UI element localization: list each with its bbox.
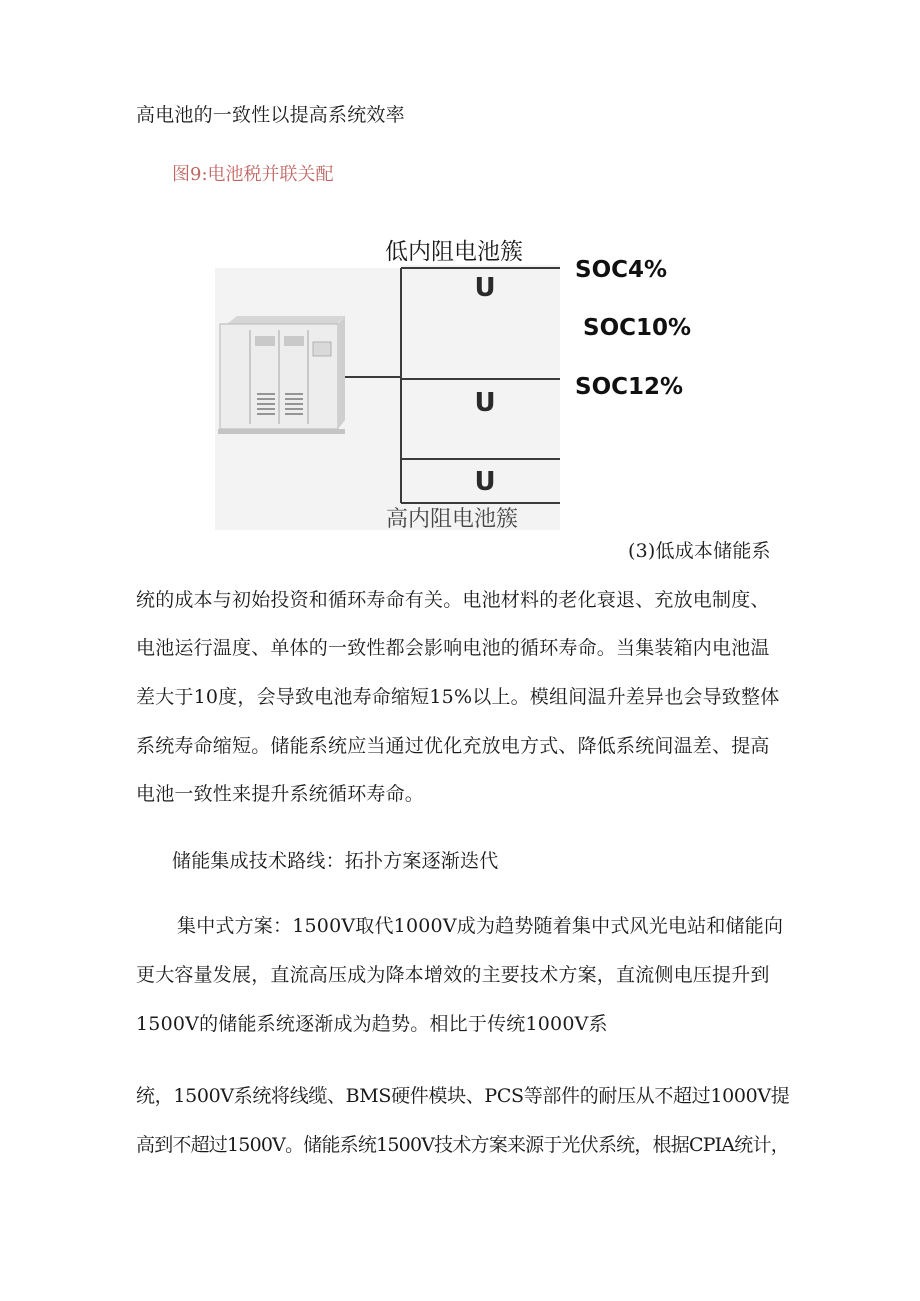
- text-line: 集中式方案：1500V取代1000V成为趋势随着集中式风光电站和储能向: [177, 915, 784, 937]
- figure-background-top: [215, 256, 400, 268]
- text-line: 电池运行温度、单体的一致性都会影响电池的循环寿命。当集装箱内电池温: [136, 637, 770, 659]
- text-line: (3)低成本储能系: [628, 540, 771, 562]
- text-line-top: 高电池的一致性以提高系统效率: [136, 104, 405, 126]
- u-symbol: U: [474, 467, 496, 497]
- text-line: 差大于10度，会导致电池寿命缩短15%以上。模组间温升差异也会导致整体: [136, 686, 780, 708]
- bottom-cluster-label: 高内阻电池簇: [386, 507, 519, 532]
- u-symbol: U: [474, 388, 496, 418]
- figure-caption: 图9:电池税并联关配: [172, 164, 334, 185]
- text-line: 电池一致性来提升系统循环寿命。: [136, 783, 425, 805]
- battery-cluster-diagram: [215, 232, 715, 532]
- top-cluster-label: 低内阻电池簇: [385, 239, 523, 265]
- text-line: 系统寿命缩短。储能系统应当通过优化充放电方式、降低系统间温差、提高: [136, 735, 770, 757]
- soc-label: SOC10%: [583, 315, 692, 341]
- text-line: 高到不超过1500V。储能系统1500V技术方案来源于光伏系统，根据CPIA统计，: [136, 1134, 789, 1156]
- text-line: 1500V的储能系统逐渐成为趋势。相比于传统1000V系: [136, 1013, 608, 1035]
- soc-label: SOC4%: [575, 257, 668, 283]
- container-cabinet-icon: [218, 316, 345, 434]
- soc-label: SOC12%: [575, 374, 684, 400]
- text-line: 更大容量发展，直流高压成为降本增效的主要技术方案，直流侧电压提升到: [136, 964, 770, 986]
- text-line: 统的成本与初始投资和循环寿命有关。电池材料的老化衰退、充放电制度、: [136, 589, 770, 611]
- section-heading: 储能集成技术路线：拓扑方案逐渐迭代: [172, 850, 499, 872]
- text-line: 统，1500V系统将线缆、BMS硬件模块、PCS等部件的耐压从不超过1000V提: [136, 1085, 790, 1107]
- u-symbol: U: [474, 273, 496, 303]
